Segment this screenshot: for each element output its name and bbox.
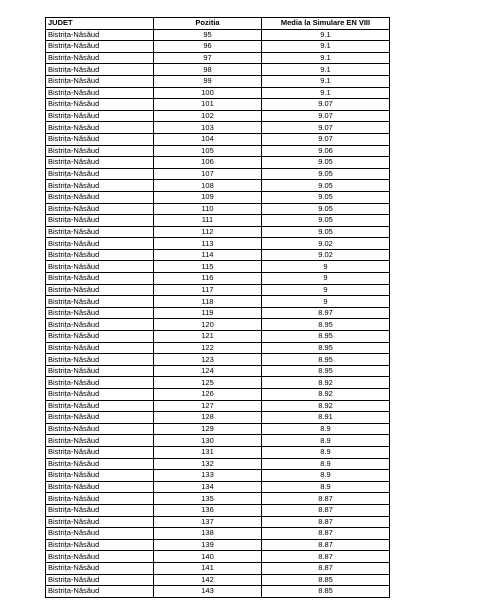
cell-media: 8.9	[262, 446, 390, 458]
cell-judet: Bistrița-Năsăud	[46, 446, 154, 458]
column-header-judet: JUDET	[46, 18, 154, 30]
table-row	[46, 481, 390, 493]
cell-pozitia: 95	[154, 29, 262, 41]
cell-judet: Bistrița-Năsăud	[46, 342, 154, 354]
table-row	[46, 226, 390, 238]
cell-media: 8.87	[262, 516, 390, 528]
table-row	[46, 458, 390, 470]
cell-pozitia: 141	[154, 562, 262, 574]
cell-pozitia: 109	[154, 191, 262, 203]
cell-pozitia: 130	[154, 435, 262, 447]
table-row	[46, 249, 390, 261]
table-row	[46, 75, 390, 87]
table-row	[46, 110, 390, 122]
cell-pozitia: 132	[154, 458, 262, 470]
table-row	[46, 446, 390, 458]
table-row	[46, 319, 390, 331]
table-row	[46, 180, 390, 192]
cell-media: 9.05	[262, 191, 390, 203]
cell-media: 9.02	[262, 238, 390, 250]
cell-media: 9	[262, 296, 390, 308]
cell-judet: Bistrița-Năsăud	[46, 52, 154, 64]
cell-pozitia: 136	[154, 504, 262, 516]
table-row	[46, 64, 390, 76]
cell-pozitia: 121	[154, 331, 262, 343]
cell-pozitia: 119	[154, 307, 262, 319]
cell-judet: Bistrița-Năsăud	[46, 168, 154, 180]
cell-media: 9.02	[262, 249, 390, 261]
cell-judet: Bistrița-Năsăud	[46, 319, 154, 331]
table-row	[46, 191, 390, 203]
cell-judet: Bistrița-Năsăud	[46, 145, 154, 157]
cell-pozitia: 108	[154, 180, 262, 192]
cell-judet: Bistrița-Năsăud	[46, 354, 154, 366]
table-row	[46, 87, 390, 99]
table-row	[46, 168, 390, 180]
cell-media: 8.9	[262, 435, 390, 447]
cell-media: 9.07	[262, 110, 390, 122]
cell-judet: Bistrița-Năsăud	[46, 504, 154, 516]
cell-judet: Bistrița-Năsăud	[46, 470, 154, 482]
cell-pozitia: 105	[154, 145, 262, 157]
table-row	[46, 215, 390, 227]
cell-judet: Bistrița-Năsăud	[46, 528, 154, 540]
cell-media: 9.1	[262, 64, 390, 76]
cell-media: 8.87	[262, 562, 390, 574]
cell-pozitia: 140	[154, 551, 262, 563]
cell-media: 8.9	[262, 423, 390, 435]
cell-pozitia: 106	[154, 157, 262, 169]
table-row	[46, 296, 390, 308]
cell-pozitia: 102	[154, 110, 262, 122]
cell-media: 9.05	[262, 157, 390, 169]
cell-judet: Bistrița-Năsăud	[46, 203, 154, 215]
table-row	[46, 261, 390, 273]
cell-judet: Bistrița-Năsăud	[46, 64, 154, 76]
cell-media: 9.1	[262, 41, 390, 53]
cell-judet: Bistrița-Năsăud	[46, 423, 154, 435]
cell-judet: Bistrița-Năsăud	[46, 574, 154, 586]
cell-media: 8.95	[262, 319, 390, 331]
cell-media: 9.1	[262, 29, 390, 41]
cell-judet: Bistrița-Năsăud	[46, 516, 154, 528]
cell-judet: Bistrița-Năsăud	[46, 412, 154, 424]
cell-judet: Bistrița-Năsăud	[46, 539, 154, 551]
cell-pozitia: 143	[154, 586, 262, 598]
cell-media: 8.95	[262, 331, 390, 343]
table-row	[46, 203, 390, 215]
cell-pozitia: 128	[154, 412, 262, 424]
cell-media: 9.05	[262, 226, 390, 238]
cell-media: 9.05	[262, 180, 390, 192]
cell-media: 9.07	[262, 99, 390, 111]
cell-media: 8.91	[262, 412, 390, 424]
cell-pozitia: 107	[154, 168, 262, 180]
cell-media: 9.07	[262, 122, 390, 134]
cell-pozitia: 124	[154, 365, 262, 377]
table-row	[46, 331, 390, 343]
table-row	[46, 284, 390, 296]
cell-judet: Bistrița-Năsăud	[46, 458, 154, 470]
cell-judet: Bistrița-Năsăud	[46, 389, 154, 401]
cell-pozitia: 126	[154, 389, 262, 401]
cell-judet: Bistrița-Năsăud	[46, 377, 154, 389]
cell-pozitia: 134	[154, 481, 262, 493]
table-row	[46, 435, 390, 447]
table-row	[46, 574, 390, 586]
cell-judet: Bistrița-Năsăud	[46, 365, 154, 377]
cell-judet: Bistrița-Năsăud	[46, 110, 154, 122]
cell-pozitia: 101	[154, 99, 262, 111]
cell-pozitia: 133	[154, 470, 262, 482]
cell-pozitia: 142	[154, 574, 262, 586]
cell-pozitia: 129	[154, 423, 262, 435]
table-row	[46, 354, 390, 366]
table-header	[46, 18, 390, 30]
table-row	[46, 122, 390, 134]
cell-judet: Bistrița-Năsăud	[46, 99, 154, 111]
cell-media: 9.07	[262, 133, 390, 145]
table-row	[46, 52, 390, 64]
table-row	[46, 400, 390, 412]
table-row	[46, 273, 390, 285]
table-row	[46, 551, 390, 563]
cell-pozitia: 111	[154, 215, 262, 227]
cell-pozitia: 131	[154, 446, 262, 458]
table-row	[46, 145, 390, 157]
cell-pozitia: 110	[154, 203, 262, 215]
cell-judet: Bistrița-Năsăud	[46, 296, 154, 308]
cell-judet: Bistrița-Năsăud	[46, 133, 154, 145]
cell-judet: Bistrița-Năsăud	[46, 481, 154, 493]
table-row	[46, 365, 390, 377]
cell-judet: Bistrița-Năsăud	[46, 191, 154, 203]
table-row	[46, 133, 390, 145]
cell-pozitia: 125	[154, 377, 262, 389]
cell-media: 8.87	[262, 493, 390, 505]
table-row	[46, 307, 390, 319]
cell-media: 8.9	[262, 481, 390, 493]
table-row	[46, 539, 390, 551]
cell-media: 8.92	[262, 400, 390, 412]
cell-judet: Bistrița-Năsăud	[46, 435, 154, 447]
cell-media: 8.85	[262, 586, 390, 598]
cell-media: 8.87	[262, 539, 390, 551]
ranking-table	[45, 17, 390, 598]
table-body	[46, 29, 390, 597]
cell-judet: Bistrița-Năsăud	[46, 157, 154, 169]
cell-judet: Bistrița-Năsăud	[46, 180, 154, 192]
table-row	[46, 504, 390, 516]
cell-judet: Bistrița-Năsăud	[46, 87, 154, 99]
table-row	[46, 389, 390, 401]
cell-pozitia: 99	[154, 75, 262, 87]
cell-judet: Bistrița-Năsăud	[46, 307, 154, 319]
cell-pozitia: 114	[154, 249, 262, 261]
cell-pozitia: 127	[154, 400, 262, 412]
cell-judet: Bistrița-Năsăud	[46, 261, 154, 273]
cell-media: 8.97	[262, 307, 390, 319]
cell-judet: Bistrița-Năsăud	[46, 249, 154, 261]
cell-media: 9.1	[262, 52, 390, 64]
cell-pozitia: 116	[154, 273, 262, 285]
cell-pozitia: 97	[154, 52, 262, 64]
cell-judet: Bistrița-Năsăud	[46, 29, 154, 41]
table-row	[46, 423, 390, 435]
cell-pozitia: 117	[154, 284, 262, 296]
cell-pozitia: 115	[154, 261, 262, 273]
cell-judet: Bistrița-Năsăud	[46, 122, 154, 134]
table-row	[46, 29, 390, 41]
cell-judet: Bistrița-Năsăud	[46, 215, 154, 227]
cell-pozitia: 103	[154, 122, 262, 134]
cell-media: 9.1	[262, 87, 390, 99]
cell-media: 8.95	[262, 342, 390, 354]
cell-judet: Bistrița-Năsăud	[46, 41, 154, 53]
cell-pozitia: 113	[154, 238, 262, 250]
table-row	[46, 157, 390, 169]
cell-judet: Bistrița-Năsăud	[46, 586, 154, 598]
cell-media: 8.9	[262, 458, 390, 470]
table-row	[46, 562, 390, 574]
table-row	[46, 238, 390, 250]
cell-pozitia: 96	[154, 41, 262, 53]
cell-judet: Bistrița-Năsăud	[46, 226, 154, 238]
table-row	[46, 586, 390, 598]
cell-pozitia: 135	[154, 493, 262, 505]
cell-pozitia: 139	[154, 539, 262, 551]
cell-judet: Bistrița-Năsăud	[46, 284, 154, 296]
column-header-pozitia: Pozitia	[154, 18, 262, 30]
cell-media: 8.85	[262, 574, 390, 586]
cell-pozitia: 98	[154, 64, 262, 76]
table-row	[46, 412, 390, 424]
cell-media: 8.87	[262, 528, 390, 540]
cell-pozitia: 100	[154, 87, 262, 99]
table-row	[46, 99, 390, 111]
cell-judet: Bistrița-Năsăud	[46, 238, 154, 250]
cell-media: 8.87	[262, 551, 390, 563]
cell-media: 8.87	[262, 504, 390, 516]
table-row	[46, 528, 390, 540]
cell-judet: Bistrița-Năsăud	[46, 493, 154, 505]
cell-media: 8.95	[262, 365, 390, 377]
cell-media: 8.92	[262, 389, 390, 401]
cell-judet: Bistrița-Năsăud	[46, 551, 154, 563]
cell-judet: Bistrița-Năsăud	[46, 331, 154, 343]
cell-judet: Bistrița-Năsăud	[46, 273, 154, 285]
cell-media: 9	[262, 273, 390, 285]
cell-media: 9.05	[262, 168, 390, 180]
table-row	[46, 41, 390, 53]
cell-media: 9.1	[262, 75, 390, 87]
cell-media: 8.9	[262, 470, 390, 482]
header-row	[46, 18, 390, 30]
cell-pozitia: 137	[154, 516, 262, 528]
cell-judet: Bistrița-Năsăud	[46, 562, 154, 574]
column-header-media: Media la Simulare EN VIII	[262, 18, 390, 30]
cell-media: 9	[262, 284, 390, 296]
table-row	[46, 470, 390, 482]
cell-pozitia: 112	[154, 226, 262, 238]
table-row	[46, 493, 390, 505]
cell-pozitia: 138	[154, 528, 262, 540]
cell-pozitia: 118	[154, 296, 262, 308]
cell-judet: Bistrița-Năsăud	[46, 400, 154, 412]
cell-pozitia: 123	[154, 354, 262, 366]
table-row	[46, 377, 390, 389]
table-row	[46, 516, 390, 528]
cell-pozitia: 120	[154, 319, 262, 331]
cell-judet: Bistrița-Năsăud	[46, 75, 154, 87]
cell-media: 8.95	[262, 354, 390, 366]
cell-media: 9.05	[262, 215, 390, 227]
cell-pozitia: 122	[154, 342, 262, 354]
table-row	[46, 342, 390, 354]
cell-media: 9	[262, 261, 390, 273]
cell-media: 8.92	[262, 377, 390, 389]
cell-media: 9.05	[262, 203, 390, 215]
cell-media: 9.06	[262, 145, 390, 157]
cell-pozitia: 104	[154, 133, 262, 145]
